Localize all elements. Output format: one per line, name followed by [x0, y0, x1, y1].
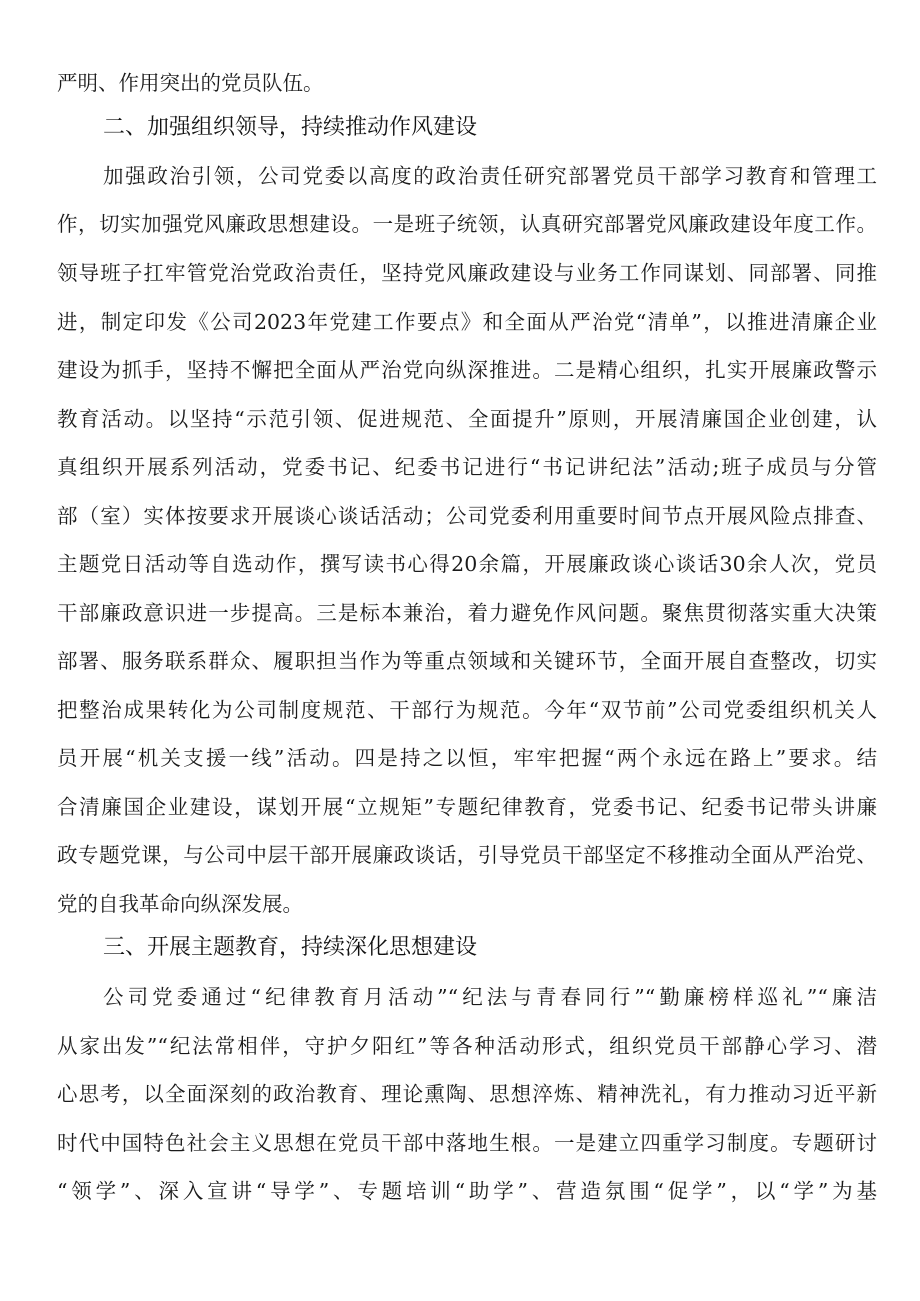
section-3-line: 从家出发”“纪法常相伴，守护夕阳红”等各种活动形式，组织党员干部静心学习、潜 — [57, 1034, 877, 1058]
section-3-heading: 三、开展主题教育，持续深化思想建设 — [103, 935, 478, 960]
section-2-line: 领导班子扛牢管党治党政治责任，坚持党风廉政建设与业务工作同谋划、同部署、同推 — [57, 261, 877, 285]
section-2-line: 政专题党课，与公司中层干部开展廉政谈话，引导党员干部坚定不移推动全面从严治党、 — [57, 843, 877, 867]
section-2-line: 把整治成果转化为公司制度规范、干部行为规范。今年“双节前”公司党委组织机关人 — [57, 698, 877, 722]
section-2-line: 部署、服务联系群众、履职担当作为等重点领域和关键环节，全面开展自查整改，切实 — [57, 649, 877, 673]
section-2-line: 作，切实加强党风廉政思想建设。一是班子统领，认真研究部署党风廉政建设年度工作。 — [57, 212, 877, 236]
section-2-line: 员开展“机关支援一线”活动。四是持之以恒，牢牢把握“两个永远在路上”要求。结 — [57, 746, 877, 770]
section-2-line: 主题党日活动等自选动作，撰写读书心得20余篇，开展廉政谈心谈话30余人次，党员 — [57, 552, 877, 576]
section-3-line: 时代中国特色社会主义思想在党员干部中落地生根。一是建立四重学习制度。专题研讨 — [57, 1131, 877, 1155]
section-2-line: 党的自我革命向纵深发展。 — [57, 892, 303, 916]
section-2-line: 部（室）实体按要求开展谈心谈话活动；公司党委利用重要时间节点开展风险点排查、 — [57, 504, 877, 528]
section-2-heading: 二、加强组织领导，持续推动作风建设 — [103, 115, 478, 140]
section-3-line: “领学”、深入宣讲“导学”、专题培训“助学”、营造氛围“促学”，以“学”为基 — [57, 1179, 877, 1203]
intro-line: 严明、作用突出的党员队伍。 — [57, 71, 324, 95]
section-2-line: 真组织开展系列活动，党委书记、纪委书记进行“书记讲纪法”活动;班子成员与分管 — [57, 455, 877, 479]
section-2-line: 建设为抓手，坚持不懈把全面从严治党向纵深推进。二是精心组织，扎实开展廉政警示 — [57, 358, 877, 382]
section-2-line: 加强政治引领，公司党委以高度的政治责任研究部署党员干部学习教育和管理工 — [103, 164, 877, 188]
section-2-line: 合清廉国企业建设，谋划开展“立规矩”专题纪律教育，党委书记、纪委书记带头讲廉 — [57, 795, 877, 819]
section-3-line: 心思考，以全面深刻的政治教育、理论熏陶、思想淬炼、精神洗礼，有力推动习近平新 — [57, 1082, 877, 1106]
section-3-line: 公司党委通过“纪律教育月活动”“纪法与青春同行”“勤廉榜样巡礼”“廉洁 — [103, 985, 877, 1009]
section-2-line: 干部廉政意识进一步提高。三是标本兼治，着力避免作风问题。聚焦贯彻落实重大决策 — [57, 601, 877, 625]
section-2-line: 进，制定印发《公司2023年党建工作要点》和全面从严治党“清单”，以推进清廉企业 — [57, 310, 877, 334]
section-2-line: 教育活动。以坚持“示范引领、促进规范、全面提升”原则，开展清廉国企业创建，认 — [57, 407, 877, 431]
